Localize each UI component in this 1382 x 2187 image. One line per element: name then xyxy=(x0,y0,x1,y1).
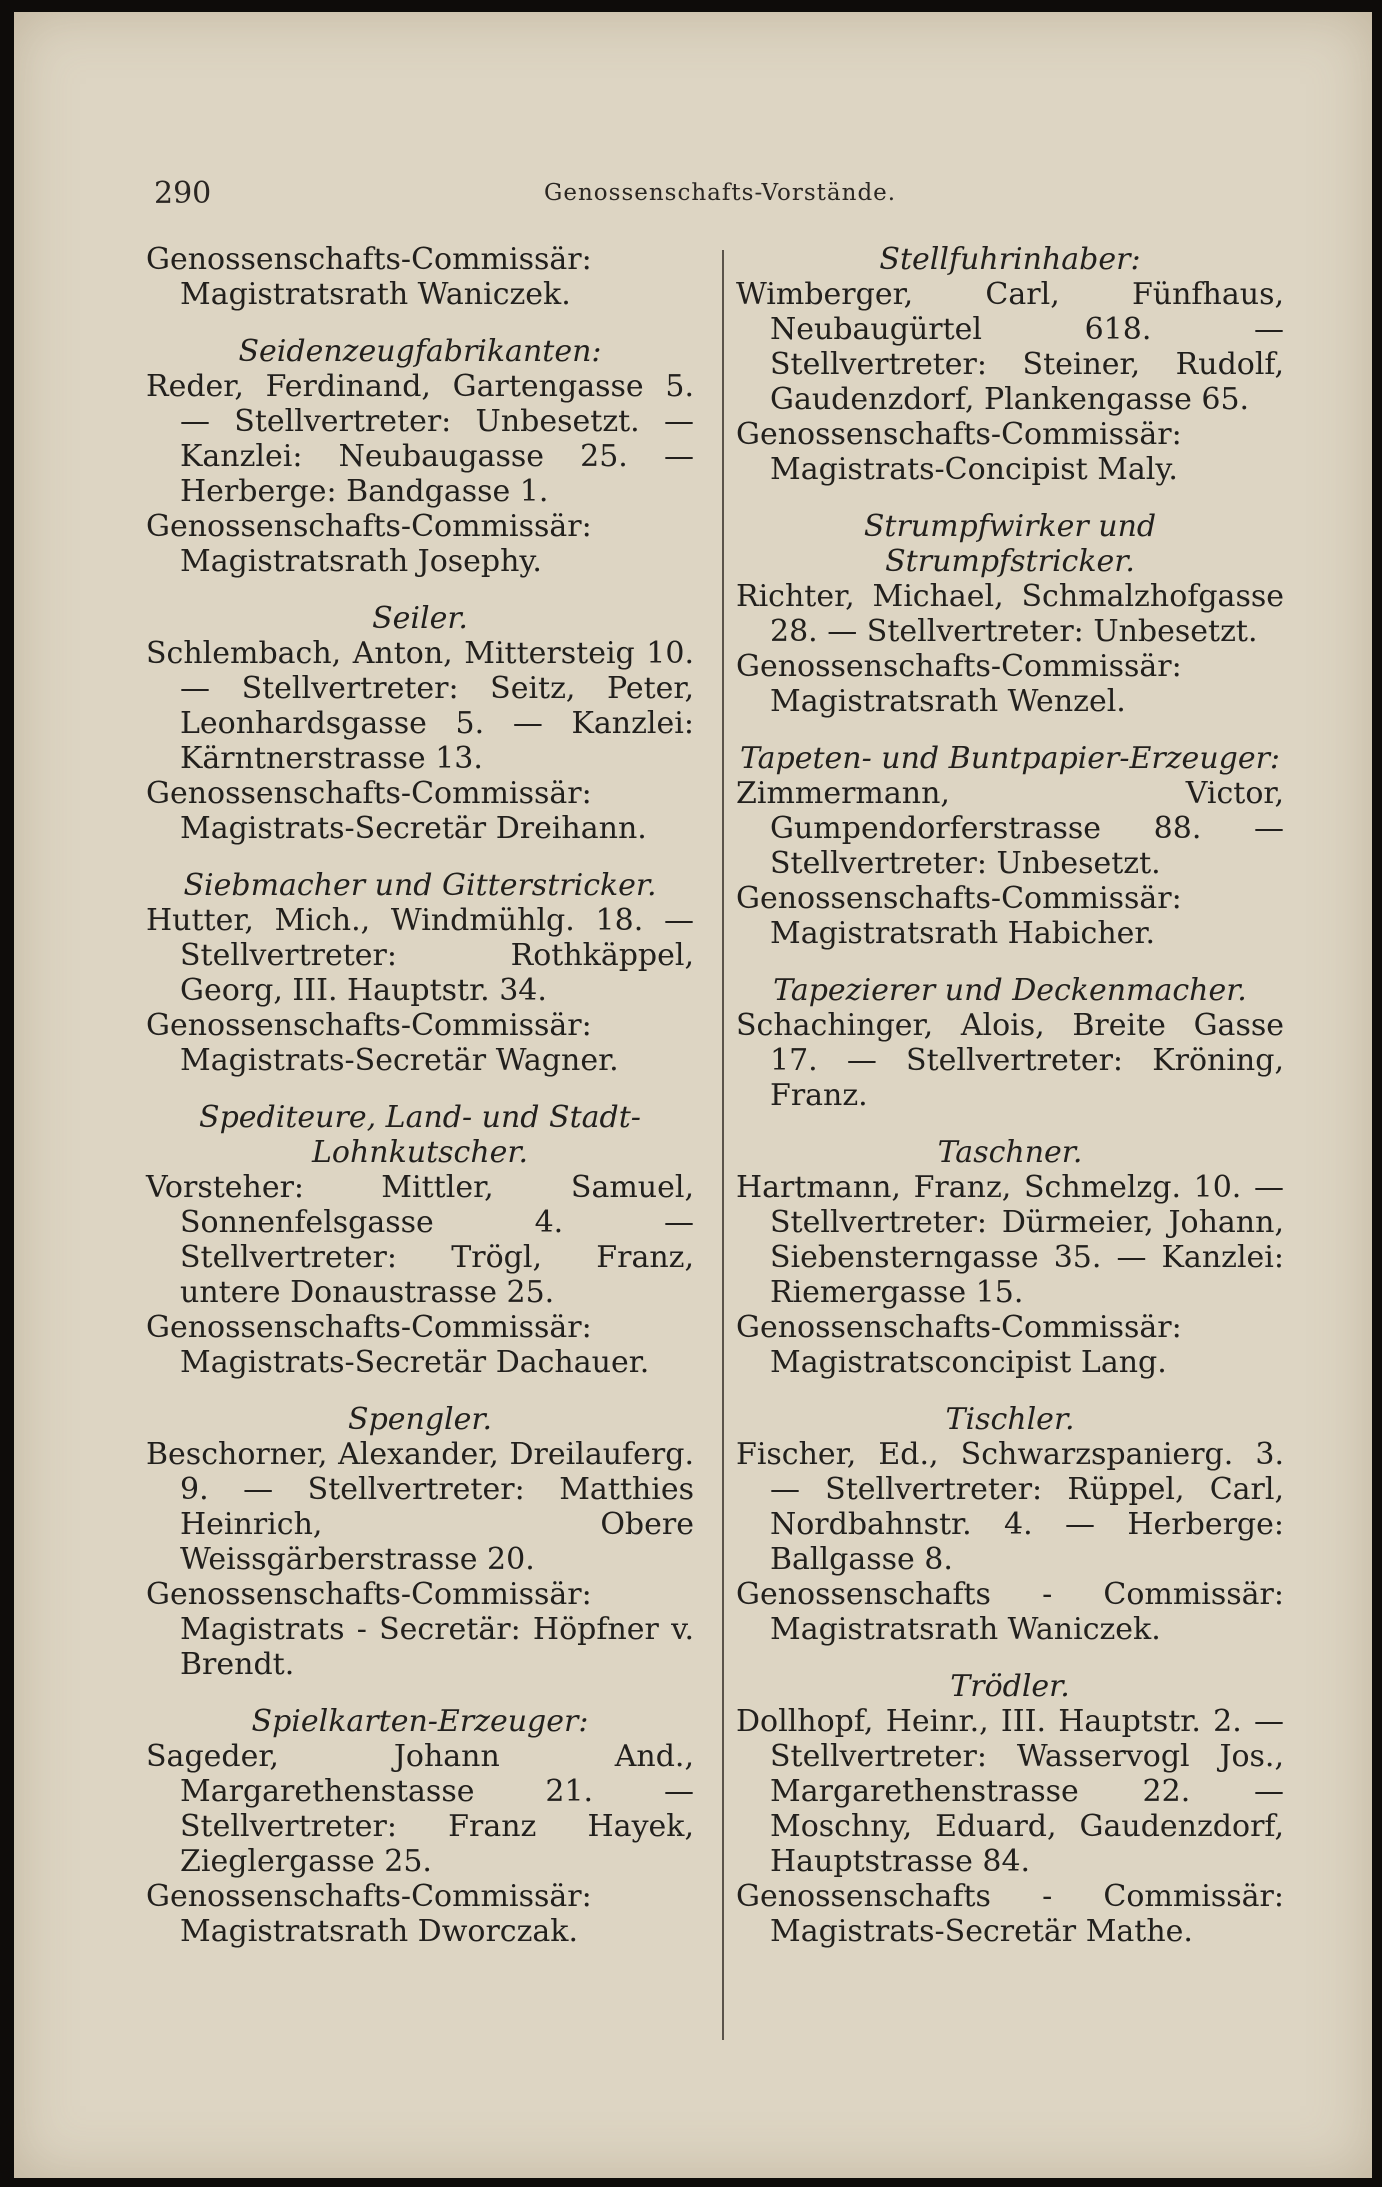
trade-heading: Stellfuhrinhaber: xyxy=(879,242,1141,277)
guild-entry xyxy=(736,973,1284,1113)
guild-entry xyxy=(146,1402,694,1682)
trade-heading: Tapeten- und Buntpapier-Erzeuger: xyxy=(739,741,1281,776)
right-column xyxy=(736,242,1284,1971)
running-head: Genossenschafts-Vorstände. xyxy=(544,180,897,206)
guild-commissioner: Genossenschafts-Commissär: Magistrats - Secretär: Höpfner v. Brendt. xyxy=(146,1577,694,1682)
book-page xyxy=(14,12,1372,2178)
left-column xyxy=(146,242,694,1971)
board-members: Beschorner, Alexander, Dreilauferg. 9. — Stellvertreter: Matthies Heinrich, Obere Weissgärberstrasse 20. xyxy=(146,1437,694,1577)
guild-entry xyxy=(736,741,1284,951)
trade-heading: Seiler. xyxy=(372,601,468,636)
trade-heading: Tapezierer und Deckenmacher. xyxy=(773,973,1247,1008)
guild-commissioner: Genossenschafts-Commissär: Magistratsconcipist Lang. xyxy=(736,1310,1182,1380)
trade-heading: Strumpfwirker und Strumpfstricker. xyxy=(863,509,1157,579)
guild-entry xyxy=(736,1669,1284,1949)
guild-commissioner: Genossenschafts-Commissär: Magistrats-Concipist Maly. xyxy=(736,417,1182,487)
guild-entry xyxy=(146,334,694,579)
guild-commissioner: Genossenschafts-Commissär: Magistratsrath Josephy. xyxy=(146,509,592,579)
board-members: Sageder, Johann And., Margarethenstasse 21. — Stellvertreter: Franz Hayek, Zieglergasse 25. xyxy=(146,1739,694,1879)
trade-heading: Spielkarten-Erzeuger: xyxy=(251,1704,589,1739)
guild-entry xyxy=(736,509,1284,719)
page-number: 290 xyxy=(154,176,212,211)
board-members: Dollhopf, Heinr., III. Hauptstr. 2. — Stellvertreter: Wasservogl Jos., Margarethenstrasse 22. — Moschny, Eduard, Gaudenzdorf, Hauptstrasse 84. xyxy=(736,1704,1284,1879)
guild-entry xyxy=(146,242,694,312)
board-members: Zimmermann, Victor, Gumpendorferstrasse 88. — Stellvertreter: Unbesetzt. xyxy=(736,776,1284,881)
guild-commissioner: Genossenschafts-Commissär: Magistratsrath Wenzel. xyxy=(736,649,1182,719)
guild-commissioner: Genossenschafts-Commissär: Magistratsrath Dworczak. xyxy=(146,1879,592,1949)
board-members: Wimberger, Carl, Fünfhaus, Neubaugürtel 618. — Stellvertreter: Steiner, Rudolf, Gaudenzdorf, Plankengasse 65. xyxy=(736,277,1284,417)
page-header xyxy=(144,176,1294,216)
guild-commissioner: Genossenschafts-Commissär: Magistrats-Secretär Dachauer. xyxy=(146,1310,650,1380)
column-divider xyxy=(722,250,724,2040)
board-members: Vorsteher: Mittler, Samuel, Sonnenfelsgasse 4. — Stellvertreter: Trögl, Franz, untere Donaustrasse 25. xyxy=(146,1170,694,1310)
guild-commissioner: Genossenschafts-Commissär: Magistratsrath Waniczek. xyxy=(146,242,592,312)
board-members: Fischer, Ed., Schwarzspanierg. 3. — Stellvertreter: Rüppel, Carl, Nordbahnstr. 4. — Herberge: Ballgasse 8. xyxy=(736,1437,1284,1577)
board-members: Schachinger, Alois, Breite Gasse 17. — Stellvertreter: Kröning, Franz. xyxy=(736,1008,1284,1113)
board-members: Richter, Michael, Schmalzhofgasse 28. — Stellvertreter: Unbesetzt. xyxy=(736,579,1284,649)
guild-entry xyxy=(146,601,694,846)
trade-heading: Trödler. xyxy=(950,1669,1070,1704)
board-members: Hutter, Mich., Windmühlg. 18. — Stellvertreter: Rothkäppel, Georg, III. Hauptstr. 34. xyxy=(146,903,694,1008)
trade-heading: Taschner. xyxy=(937,1135,1083,1170)
guild-entry xyxy=(736,1135,1284,1380)
guild-commissioner: Genossenschafts - Commissär: Magistrats-Secretär Mathe. xyxy=(736,1879,1284,1949)
board-members: Schlembach, Anton, Mittersteig 10. — Stellvertreter: Seitz, Peter, Leonhardsgasse 5. — Kanzlei: Kärntnerstrasse 13. xyxy=(146,636,694,776)
guild-entry xyxy=(146,1704,694,1949)
guild-entry xyxy=(146,1100,694,1380)
guild-commissioner: Genossenschafts-Commissär: Magistrats-Secretär Dreihann. xyxy=(146,776,647,846)
trade-heading: Tischler. xyxy=(945,1402,1075,1437)
trade-heading: Seidenzeugfabrikanten: xyxy=(238,334,602,369)
trade-heading: Siebmacher und Gitterstricker. xyxy=(183,868,657,903)
guild-commissioner: Genossenschafts - Commissär: Magistratsrath Waniczek. xyxy=(736,1577,1284,1647)
board-members: Reder, Ferdinand, Gartengasse 5. — Stellvertreter: Unbesetzt. — Kanzlei: Neubaugasse 25. — Herberge: Bandgasse 1. xyxy=(146,369,694,509)
guild-entry xyxy=(146,868,694,1078)
guild-entry xyxy=(736,242,1284,487)
board-members: Hartmann, Franz, Schmelzg. 10. — Stellvertreter: Dürmeier, Johann, Siebensterngasse 35. — Kanzlei: Riemergasse 15. xyxy=(736,1170,1284,1310)
trade-heading: Spengler. xyxy=(348,1402,492,1437)
guild-commissioner: Genossenschafts-Commissär: Magistrats-Secretär Wagner. xyxy=(146,1008,619,1078)
guild-entry xyxy=(736,1402,1284,1647)
guild-commissioner: Genossenschafts-Commissär: Magistratsrath Habicher. xyxy=(736,881,1182,951)
trade-heading: Spediteure, Land- und Stadt-Lohnkutscher. xyxy=(199,1100,641,1170)
